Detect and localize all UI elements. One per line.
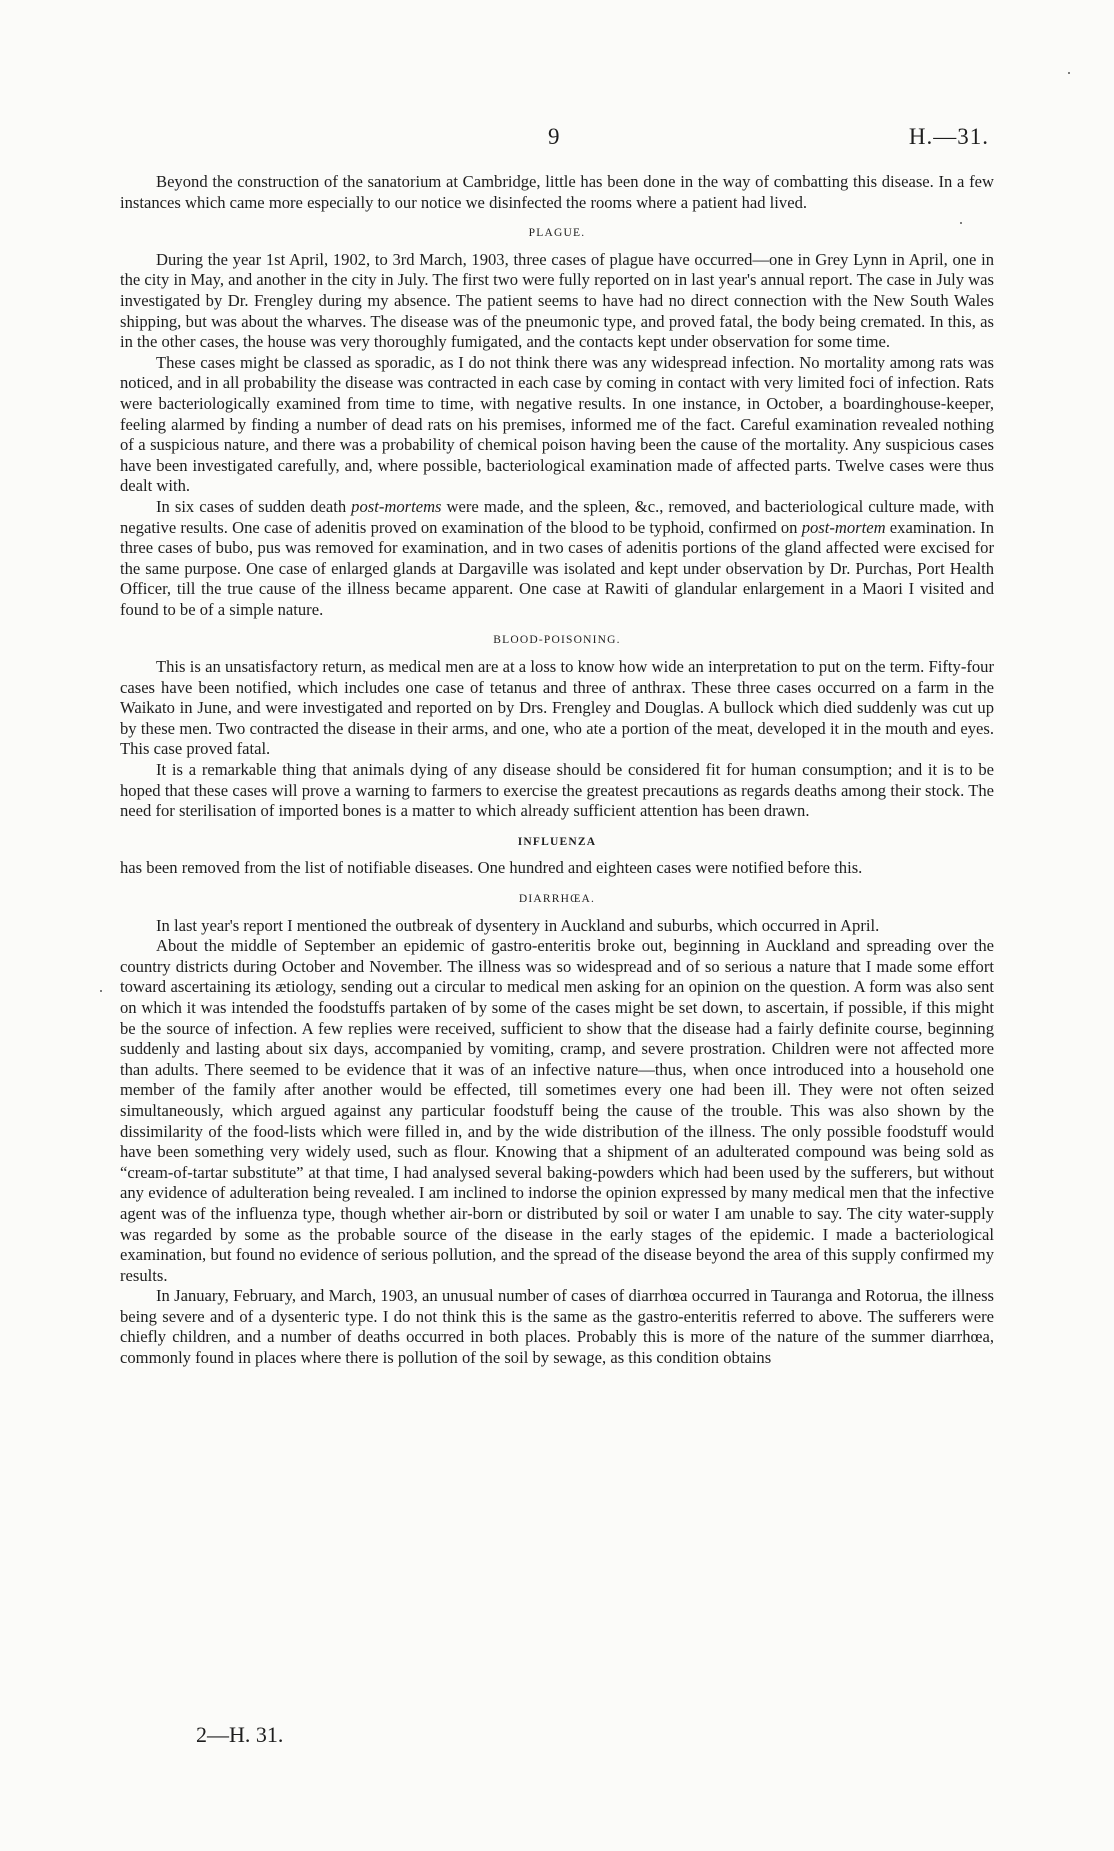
scan-speck bbox=[100, 990, 102, 992]
plague-paragraph-3 bbox=[120, 497, 994, 621]
italic-term: post-mortem bbox=[801, 517, 886, 537]
text-run: examination. In three cases of bubo, pus was removed for examination, and in two cases of adenitis portions of the gland affected were excised for the same purpose. One case of enlarged glands at Dargaville was isolated and kept under observation by Dr. Purchas, Port Health Officer, till the true cause of the illness became apparent. One case at Rawiti of glandular enlargement in a Maori I visited and found to be of a simple nature. bbox=[120, 517, 994, 619]
blood-poisoning-heading: BLOOD-POISONING. bbox=[493, 634, 621, 647]
page-number: 9 bbox=[548, 124, 560, 149]
blood-paragraph-1: This is an unsatisfactory return, as medical men are at a loss to know how wide an interpretation to put on the term. Fifty-four cases have been notified, which includes one case of tetanus and three of anthrax. These three cases occurred on a farm in the Waikato in June, and were investigated and reported on by Drs. Frengley and Douglas. A bullock which died suddenly was cut up by these men. Two contracted the disease in their arms, and one, who ate a portion of the meat, developed it in the mouth and eyes. This case proved fatal. bbox=[120, 657, 994, 759]
signature-mark: 2—H. 31. bbox=[196, 1722, 284, 1747]
diarrhoea-paragraph-1: In last year's report I mentioned the outbreak of dysentery in Auckland and suburbs, which occurred in April. bbox=[156, 915, 880, 935]
plague-paragraph-2: These cases might be classed as sporadic, as I do not think there was any widespread infection. No mortality among rats was noticed, and in all probability the disease was contracted in each case by coming in contact with very limited foci of infection. Rats were bacteriologically examined from time to time, with negative results. In one instance, in October, a boardinghouse-keeper, feeling alarmed by finding a number of dead rats on his premises, informed me of the fact. Careful examination revealed nothing of a suspicious nature, and there was a probability of chemical poison having been the cause of the mortality. Any suspicious cases have been investigated carefully, and, where possible, bacteriological examination made of affected parts. Twelve cases were thus dealt with. bbox=[120, 352, 994, 496]
scan-speck bbox=[1068, 72, 1070, 74]
italic-term: post-mortems bbox=[351, 496, 442, 516]
document-body bbox=[120, 172, 994, 1369]
influenza-paragraph: has been removed from the list of notifiable diseases. One hundred and eighteen cases were notified before this. bbox=[120, 858, 863, 878]
scan-speck bbox=[960, 222, 962, 224]
diarrhoea-paragraph-3: In January, February, and March, 1903, an unusual number of cases of diarrhœa occurred in Tauranga and Rotorua, the illness being severe and of a dysenteric type. I do not think this is the same as the gastro-enteritis referred to above. The sufferers were chiefly children, and a number of deaths occurred in both places. Probably this is more of the nature of the summer diarrhœa, commonly found in places where there is pollution of the soil by sewage, as this condition obtains bbox=[120, 1286, 994, 1368]
page-header bbox=[0, 124, 1114, 154]
series-number: H.—31. bbox=[908, 124, 989, 149]
text-run: were made, and the spleen, &c., removed, and bacteriological culture made, with negative results. One case of adenitis proved on examination of the blood to be typhoid, confirmed on bbox=[120, 496, 994, 537]
plague-heading: PLAGUE. bbox=[528, 227, 586, 240]
blood-paragraph-2: It is a remarkable thing that animals dying of any disease should be considered fit for human consumption; and it is to be hoped that these cases will prove a warning to farmers to exercise the greatest precautions as regards deaths among their stock. The need for sterilisation of imported bones is a matter to which already sufficient attention has been drawn. bbox=[120, 760, 994, 821]
diarrhoea-paragraph-2: About the middle of September an epidemic of gastro-enteritis broke out, beginning in Auckland and spreading over the country districts during October and November. The illness was so widespread and of so serious a nature that I made some effort toward ascertaining its ætiology, sending out a circular to medical men asking for an opinion on the question. A form was also sent on which it was intended the foodstuffs partaken of by some of the cases might be set down, to ascertain, if possible, if this might be the source of infection. A few replies were received, sufficient to show that the disease had a fairly definite course, beginning suddenly and lasting about six days, accompanied by vomiting, cramp, and severe prostration. Children were not affected more than adults. There seemed to be evidence that it was of an infective nature—thus, when once introduced into a household one member of the family after another would be effected, till sometimes every one had been ill. They were not often seized simultaneously, which argued against any particular foodstuff being the cause of the trouble. This was also shown by the dissimilarity of the food-lists which were filled in, and by the wide distribution of the illness. The only possible foodstuff would have been something very widely used, such as flour. Knowing that a shipment of an adulterated compound was being sold as “cream-of-tartar substitute” at that time, I had analysed several baking-powders which had been used by the sufferers, but without any evidence of adulteration being revealed. I am inclined to indorse the opinion expressed by many medical men that the infective agent was of the influenza type, though whether air-born or distributed by soil or water I am unable to say. The city water-supply was regarded by some as the probable source of the disease in the early stages of the epidemic. I made a bacteriological examination, but found no evidence of serious pollution, and the spread of the disease beyond the area of this supply confirmed my results. bbox=[120, 936, 994, 1285]
diarrhoea-heading: DIARRHŒA. bbox=[518, 893, 596, 905]
intro-paragraph: Beyond the construction of the sanatorium at Cambridge, little has been done in the way of combatting this disease. In a few instances which came more especially to our notice we disinfected the rooms where a patient had lived. bbox=[120, 172, 994, 212]
influenza-heading: INFLUENZA bbox=[517, 835, 597, 848]
text-run: In six cases of sudden death bbox=[156, 496, 352, 516]
plague-paragraph-1: During the year 1st April, 1902, to 3rd March, 1903, three cases of plague have occurred—one in Grey Lynn in April, one in the city in May, and another in the city in July. The first two were fully reported on in last year's annual report. The case in July was investigated by Dr. Frengley during my absence. The patient seems to have had no direct connection with the New South Wales shipping, but was about the wharves. The disease was of the pneumonic type, and proved fatal, the body being cremated. In this, as in the other cases, the house was very thoroughly fumigated, and the contacts kept under observation for some time. bbox=[120, 249, 994, 352]
